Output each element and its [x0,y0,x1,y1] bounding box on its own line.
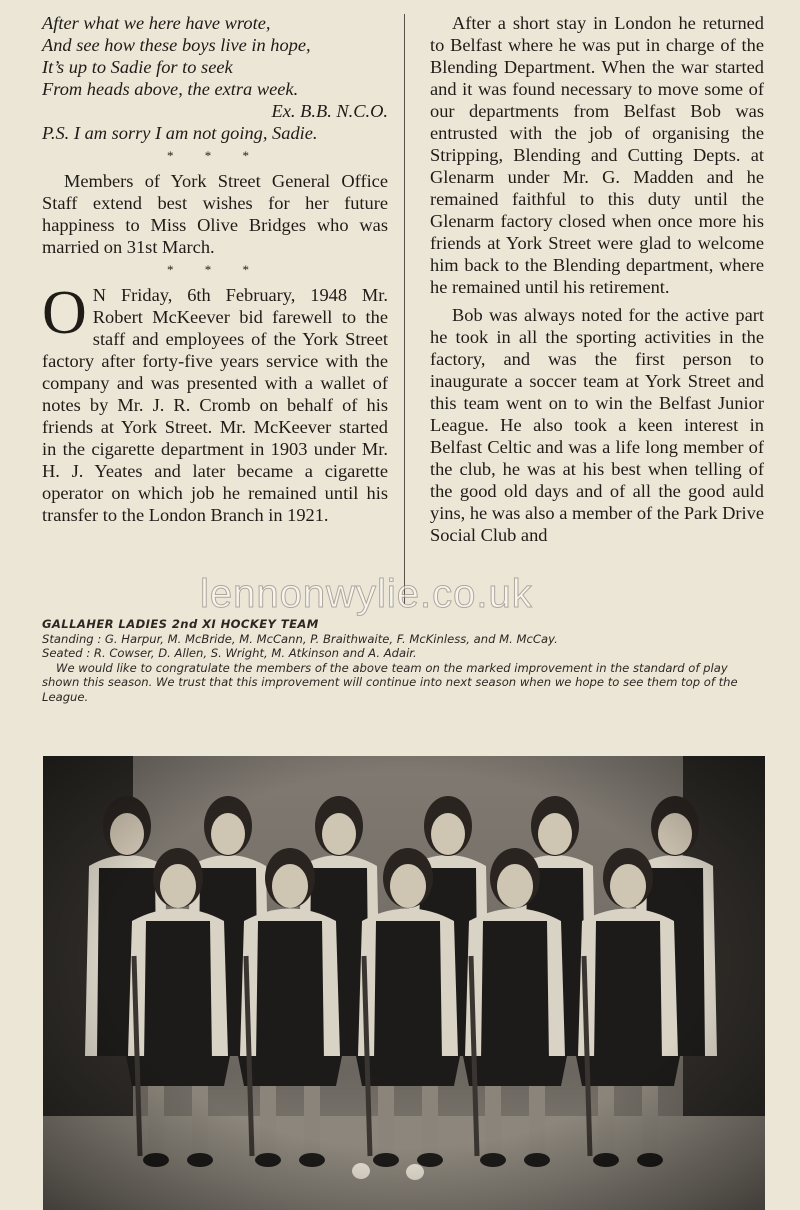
poem-line: After what we here have wrote, [42,13,271,33]
section-divider-stars: * * * [167,262,263,277]
article-text: N Friday, 6th February, 1948 Mr. Robert McKeever bid farewell to the staff and employees of the York Street factory after forty-five years service with the company and was presented with a wallet of notes by Mr. J. R. Cromb on behalf of his friends at York Street. Mr. McKeever started in the cigarette department in 1903 under Mr. H. J. Yeates and later became a cigarette operator on which job he remained until his transfer to the London Branch in 1921. [42,285,388,525]
watermark-text: lennonwylie.co.uk [200,572,533,616]
marriage-note: Members of York Street General Office Staff extend best wishes for her future happiness to Miss Olive Bridges who was married on 31st March. [42,171,388,257]
poem-line: From heads above, the extra week. [42,79,299,99]
column-divider [404,14,405,604]
section-divider-stars: * * * [167,148,263,163]
poem [42,12,388,122]
photo-illustration [43,756,765,1210]
retirement-article-start [42,279,388,526]
article-paragraph: Bob was always noted for the active part he took in all the sporting activities in the factory, and was the first person to inaugurate a soccer team at York Street and this team went on to win the Belfast Junior League. He also took a keen interest in Belfast Celtic and was a life long member of the club, he was at his best when telling of the good old days and of all the good auld yins, he was also a member of the Park Drive Social Club and [430,305,765,545]
team-photograph [43,756,765,1210]
caption-title: GALLAHER LADIES 2nd XI HOCKEY TEAM [42,617,319,631]
poem-line: It’s up to Sadie for to seek [42,57,233,77]
caption-standing: Standing : G. Harpur, M. McBride, M. McCann, P. Braithwaite, F. McKinless, and M. McCay. [42,631,558,646]
postscript: P.S. I am sorry I am not going, Sadie. [42,123,318,143]
poem-signature: Ex. B.B. N.C.O. [271,101,388,121]
left-column [42,12,388,526]
article-paragraph: After a short stay in London he returned to Belfast where he was put in charge of the Blending Department. When the war started and it was found necessary to move some of our departments from Belfast Bob was entrusted with the job of organising the Stripping, Blending and Cutting Depts. at Glenarm under Mr. G. Madden and he remained faithful to this duty until the Glenarm factory closed when once more his friends at York Street were glad to welcome him back to the Blending department, where he remained until his retirement. [430,13,764,297]
right-column [430,12,764,546]
photo-caption [42,617,760,705]
drop-cap: O [42,279,87,347]
caption-seated: Seated : R. Cowser, D. Allen, S. Wright, M. Atkinson and A. Adair. [42,646,417,661]
caption-note: We would like to congratulate the members of the above team on the marked improvement in the standard of play shown this season. We trust that this improvement will continue into next season when we hope to see them top of the League. [42,660,738,704]
poem-line: And see how these boys live in hope, [42,35,311,55]
